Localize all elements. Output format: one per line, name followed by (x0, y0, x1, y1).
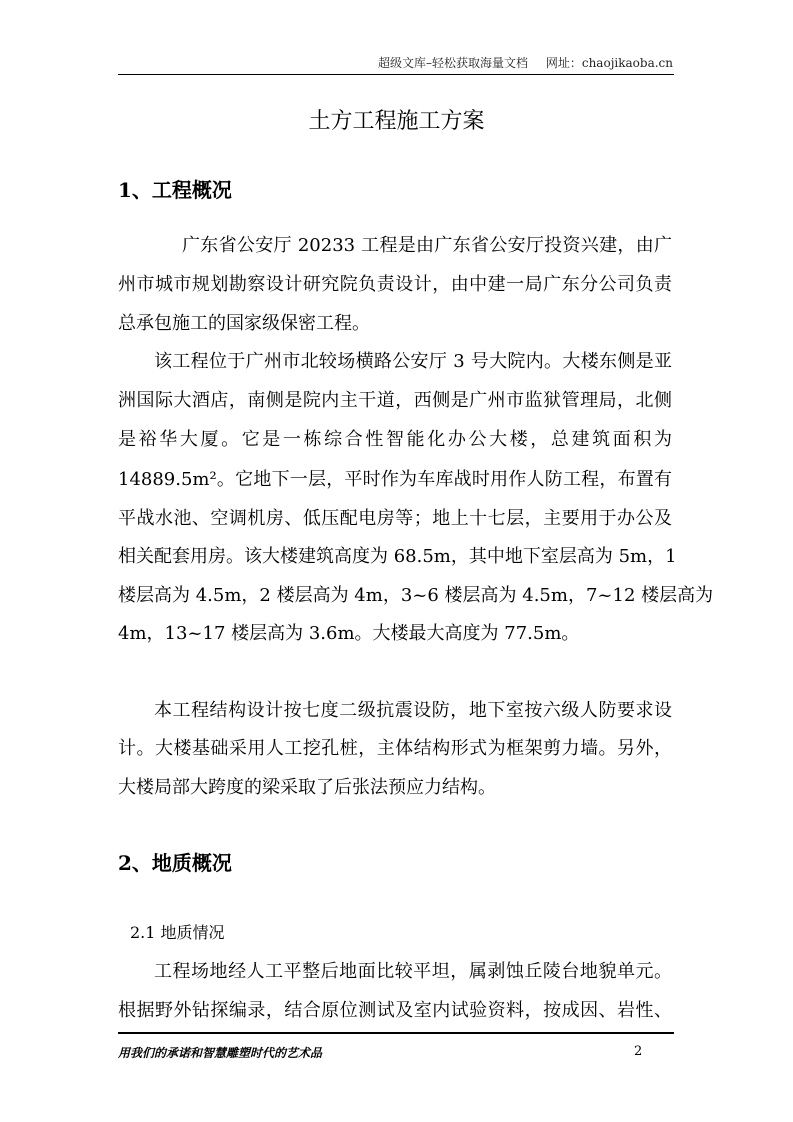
page-header (364, 54, 673, 71)
header-url: 网址：chaojikaoba.cn (545, 56, 673, 70)
paragraph-line: 总承包施工的国家级保密工程。 (118, 313, 370, 334)
paragraph-line: 平战水池、空调机房、低压配电房等；地上十七层，主要用于办公及 (118, 508, 672, 529)
paragraph-line: 工程场地经人工平整后地面比较平坦，属剥蚀丘陵台地貌单元。 (154, 961, 672, 982)
subsection-heading: 2.1 地质情况 (130, 923, 225, 942)
paragraph-line: 相关配套用房。该大楼建筑高度为 68.5m，其中地下室层高为 5m，1 (118, 546, 677, 567)
paragraph-line: 大楼局部大跨度的梁采取了后张法预应力结构。 (118, 777, 496, 798)
footer-divider (118, 1032, 674, 1034)
page-number: 2 (634, 1044, 643, 1059)
header-divider (118, 74, 674, 75)
section-heading-2: 2、地质概况 (118, 851, 232, 875)
paragraph-line: 本工程结构设计按七度二级抗震设防，地下室按六级人防要求设 (154, 700, 672, 721)
paragraph-line: 计。大楼基础采用人工挖孔桩，主体结构形式为框架剪力墙。另外， (118, 738, 672, 759)
paragraph-line: 是裕华大厦。它是一栋综合性智能化办公大楼，总建筑面积为 (118, 429, 672, 450)
section-heading-1: 1、工程概况 (118, 178, 232, 202)
footer-slogan: 用我们的承诺和智慧雕塑时代的艺术品 (118, 1046, 323, 1060)
paragraph-line: 洲国际大酒店，南侧是院内主干道，西侧是广州市监狱管理局，北侧 (118, 390, 672, 411)
paragraph-line: 14889.5m²。它地下一层，平时作为车库战时用作人防工程，布置有 (118, 469, 672, 490)
paragraph-line: 该工程位于广州市北较场横路公安厅 3 号大院内。大楼东侧是亚 (154, 351, 672, 372)
header-site-name: 超级文库–轻松获取海量文档 (378, 56, 529, 70)
paragraph-line: 广东省公安厅 20233 工程是由广东省公安厅投资兴建，由广 (182, 235, 672, 256)
paragraph-line: 州市城市规划勘察设计研究院负责设计，由中建一局广东分公司负责 (118, 274, 672, 295)
paragraph-line: 根据野外钻探编录，结合原位测试及室内试验资料，按成因、岩性、 (118, 1000, 672, 1021)
document-title: 土方工程施工方案 (308, 109, 485, 134)
paragraph-line: 4m，13~17 楼层高为 3.6m。大楼最大高度为 77.5m。 (118, 623, 580, 644)
paragraph-line: 楼层高为 4.5m，2 楼层高为 4m，3~6 楼层高为 4.5m，7~12 楼层高为 (118, 585, 714, 606)
